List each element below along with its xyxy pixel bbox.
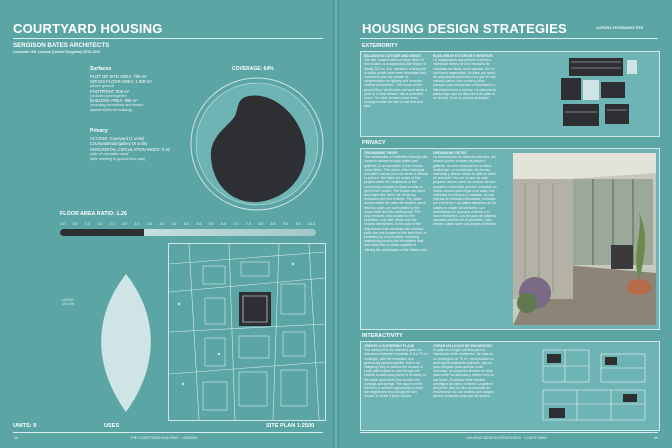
surfaces-line: (above ground) — [90, 84, 115, 89]
far-tick-label: 5.0 — [184, 222, 189, 226]
interactivity-es — [433, 344, 497, 426]
far-tick-label: 7.0 — [233, 222, 239, 226]
site-plan-block — [203, 382, 227, 410]
plan-patio — [627, 60, 637, 74]
far-tick-label: 5.5 — [196, 222, 202, 226]
exteriority-es-body: La organización que permite el terreno, intersticial dentro de una manzana de viviendas en hilera, es de apenas 100 m² con forma trapezoidal. Se trata, por tanto, de una parcela profunda en la que se han vaciado patios, uno común y otros privados para compensar la iluminación e intimidad interior y exterior. La vivienda de planta baja, que no dispone ni de patio ni de terraza, tiene un porche protegido. — [433, 58, 497, 101]
architect-name: SERGISON BATES ARCHITECTS — [13, 42, 110, 49]
privacy-box — [360, 148, 660, 330]
privacy-en-body: The construction of collective housing with common access through patios and galleries, is an exception in the London urban fabric. The notion of the individual and direct access from the street is difficult to subvert. But there are cases of this project where the inhabitants of the community navigate to share access to get to their homes. The houses are short and respectful, there are no facing entrances from the exterior. The patios around which the units are located, serve first floor plan, are surrounded by the house itself and the dividing wall. The deck terraces, also located on the perimeter, only offer views over the houses themselves. In the case of the only terrace that overlooks the common patio, the one located on the third floor, is protected by a brick lattice. Including maintaining privacy the inhabitants lead their daily lives in areas capable of offering the advantages of the hidden part. — [364, 155, 428, 252]
exteriority-title: EXTERIORITY — [362, 43, 398, 49]
site-plan-street — [169, 278, 325, 292]
author-name: AURORA FERNÁNDEZ PER — [596, 26, 644, 30]
privacy-block — [90, 128, 190, 161]
far-tick-label: 2.0 — [109, 222, 115, 226]
surfaces-line: (including circulations and shared — [90, 103, 144, 108]
site-plan-block — [283, 332, 305, 356]
far-tick-label: 3.0 — [134, 222, 140, 226]
footer-text-right: HOUSING DESIGN STRATEGIES · COURTYARD — [466, 436, 547, 440]
plan-block — [561, 78, 581, 100]
exteriority-en — [364, 54, 428, 132]
surfaces-line: spaces within the building) — [90, 107, 133, 112]
far-ticks — [60, 222, 316, 228]
page-title-right: HOUSING DESIGN STRATEGIES — [362, 21, 567, 36]
surfaces-block — [90, 66, 180, 112]
plan-block — [563, 104, 599, 126]
surfaces-line: GROSS FLOOR AREA: 1.000 m² — [90, 79, 152, 85]
privacy-line: HORIZONTAL CIRCULATION INDEX: 0.42 — [90, 146, 171, 152]
site-plan-street — [189, 244, 199, 420]
privacy-photo — [513, 153, 656, 325]
uses-leaf-diagram — [86, 272, 166, 414]
footer-text-left: THE COURTYARD HOUSING · LONDON — [130, 436, 197, 440]
surfaces-line: FOOTPRINT: 506 m² — [90, 88, 130, 94]
interactivity-en-body: The courtyard is the intended place for interaction between residents. It is a 75 m² rectangle, with the exception of a generously planted garden, that is an obligatory step to access the houses. A small path makes its way through the bushes to walk along three of its sides, to the entire gone trees that cushion the comings and goings. The layout on the first floor is another opportunity to meet the neighbours who occupy the two houses in which it gives access. — [364, 348, 428, 399]
plan-block — [569, 58, 623, 76]
interactivity-es-head: CREAR UN LUGAR DE ENCUENTRO — [433, 344, 492, 348]
far-tick-label: 0.0 — [60, 222, 65, 226]
site-plan — [168, 243, 326, 421]
interactivity-en-head: CREATE A GATHERING PLACE — [364, 344, 415, 348]
privacy-es-head: ORGANIZAR VISTAS — [433, 151, 467, 155]
exteriority-en-body: The site, located within a urban block of low houses, is a trapezoidal site shape of barely 100 m². It is, therefore, a deep plot in which points have been excavated and communal and use private, in compensation for lighting and common interest and exterior. The house on the ground floor, which does not have either a patio or a back terrace, has a protected porch. Ten deck terraces have been arranged within the site on the first floor plan. — [364, 58, 427, 109]
privacy-es-body: La construcción de vivienda colectiva, con acceso común a través de patios o galerías, es una excepción en la trama londinense. La concepción del acceso individual y directo desde la calle es difícil de subvertir. Pero en el caso de este proyecto vemos como los vecinos de una pequeña comunidad, pueden compartir un mismo acceso para llegar a su casa. Las viviendas son breves y cuidadas, no hay puertas de entrada enfrentadas, cerradas por el exterior. Los patios alrededor de los cuales se sitúan las unidades, son delimitados por la propia vivienda y el muro medianero. Las terrazas de cubierta, ubicadas también en el perímetro, solo ofrecen vistas sobre las propias viviendas. — [433, 155, 497, 227]
site-plan-drawing — [169, 244, 325, 420]
footer-rule-left — [13, 432, 323, 433]
uses-leaf-shape — [101, 274, 151, 412]
exteriority-en-head: BALANCING OUTSIDE AND INSIDE — [364, 54, 421, 58]
site-plan-block — [205, 298, 225, 324]
site-plan-street — [309, 244, 319, 420]
privacy-title: Privacy — [90, 128, 108, 134]
project-location: Lawnside Hill, London (United Kingdom) 2016-2021 — [13, 50, 101, 54]
plan-courtyard — [583, 80, 599, 100]
page-title-left: COURTYARD HOUSING — [13, 21, 163, 36]
interactivity-section-drawing — [537, 346, 655, 426]
site-plan-block — [239, 336, 269, 358]
far-tick-label: 0.5 — [72, 222, 78, 226]
site-plan-label: SITE PLAN 1:2500 — [266, 423, 315, 429]
photo-gallery-scene — [513, 153, 656, 325]
far-tick-label: 4.5 — [171, 222, 177, 226]
privacy-es — [433, 151, 497, 325]
title-rule-left — [13, 38, 323, 39]
privacy-line: ACCESS: Courtyard (1 units) — [90, 136, 145, 141]
surfaces-line: BUILDING AREA: 995 m² — [90, 98, 138, 104]
far-tick-label: 9.5 — [295, 222, 301, 226]
exteriority-es-head: EQUILIBRAR EXTERIOR E INTERIOR — [433, 54, 493, 58]
page-number-right: ## — [654, 436, 658, 440]
privacy-line: plate referring to ground floor plan) — [90, 156, 146, 161]
site-plan-project — [239, 292, 271, 326]
site-plan-block — [281, 284, 305, 314]
right-page — [336, 0, 672, 448]
exteriority-es — [433, 54, 497, 132]
far-tick-label: 2.5 — [122, 222, 127, 226]
far-tick-label: 7.5 — [246, 222, 251, 226]
far-tick-label: 3.5 — [146, 222, 152, 226]
surfaces-title: Surfaces — [90, 66, 112, 72]
photo-chair — [611, 245, 633, 269]
far-tick-label: 1.5 — [97, 222, 103, 226]
far-tick-label: 6.0 — [208, 222, 214, 226]
far-tick-label: 4.0 — [159, 222, 165, 226]
plan-block — [605, 104, 629, 124]
interactivity-box — [360, 341, 660, 431]
site-plan-street — [273, 244, 279, 420]
interactivity-en — [364, 344, 428, 426]
site-plan-block — [203, 266, 225, 284]
footer-rule-right — [360, 432, 658, 433]
photo-pot — [627, 279, 651, 295]
far-tick-label: 8.0 — [258, 222, 264, 226]
plan-block — [601, 82, 625, 98]
coverage-label: COVERAGE: 64% — [232, 66, 274, 72]
interactivity-title: INTERACTIVITY — [362, 333, 403, 339]
far-tick-label: 8.5 — [270, 222, 276, 226]
site-plan-block — [281, 370, 307, 406]
site-plan-block — [241, 262, 269, 276]
privacy-line: (ratio of circulation area/ — [90, 152, 129, 157]
privacy-en-head: ORGANIZING VIEWS — [364, 151, 398, 155]
surfaces-line: PLOT OR SITE AREA: 795 m² — [90, 74, 147, 79]
uses-label: USES — [104, 423, 120, 429]
far-tick-label: 1.0 — [84, 222, 90, 226]
privacy-en — [364, 151, 428, 325]
far-label: FLOOR AREA RATIO: 1.26 — [60, 211, 127, 217]
units-label: UNITS: 9 — [13, 423, 37, 429]
far-tick-label: 6.5 — [221, 222, 227, 226]
page-number-left: ## — [14, 436, 18, 440]
site-plan-street — [229, 244, 235, 420]
coverage-diagram — [187, 74, 327, 214]
far-tick-label: 9.0 — [283, 222, 289, 226]
interactivity-es-body: El patio es el lugar previsto para la interacción entre residentes. Se trata de un rectángulo de 75 m², exceptuando un jardín generosamente plantado, que es paso obligado para acceder a las viviendas. Un pequeño sendero se abre paso entre los arbustos y recorre tres de sus lados. El camino entre árboles amortigua las idas y venidas. La galería del primer piso es otra oportunidad de encontrarse con los vecinos que ocupan las dos viviendas a las que da acceso. — [433, 348, 494, 399]
site-plan-block — [205, 338, 225, 366]
privacy-title-right: PRIVACY — [362, 140, 386, 146]
title-rule-right — [360, 38, 658, 39]
far-value-fill — [60, 229, 144, 236]
site-plan-block — [239, 372, 267, 406]
surfaces-line: (included porch/garden — [90, 93, 127, 98]
far-tick-label: 10.0 — [308, 222, 315, 226]
exteriority-plan-drawing — [541, 52, 657, 134]
exteriority-box — [360, 51, 660, 137]
uses-living-label: LIVING 100,0% — [62, 298, 75, 307]
privacy-line: Courtyard/stair/gallery (8 units) — [90, 141, 148, 147]
